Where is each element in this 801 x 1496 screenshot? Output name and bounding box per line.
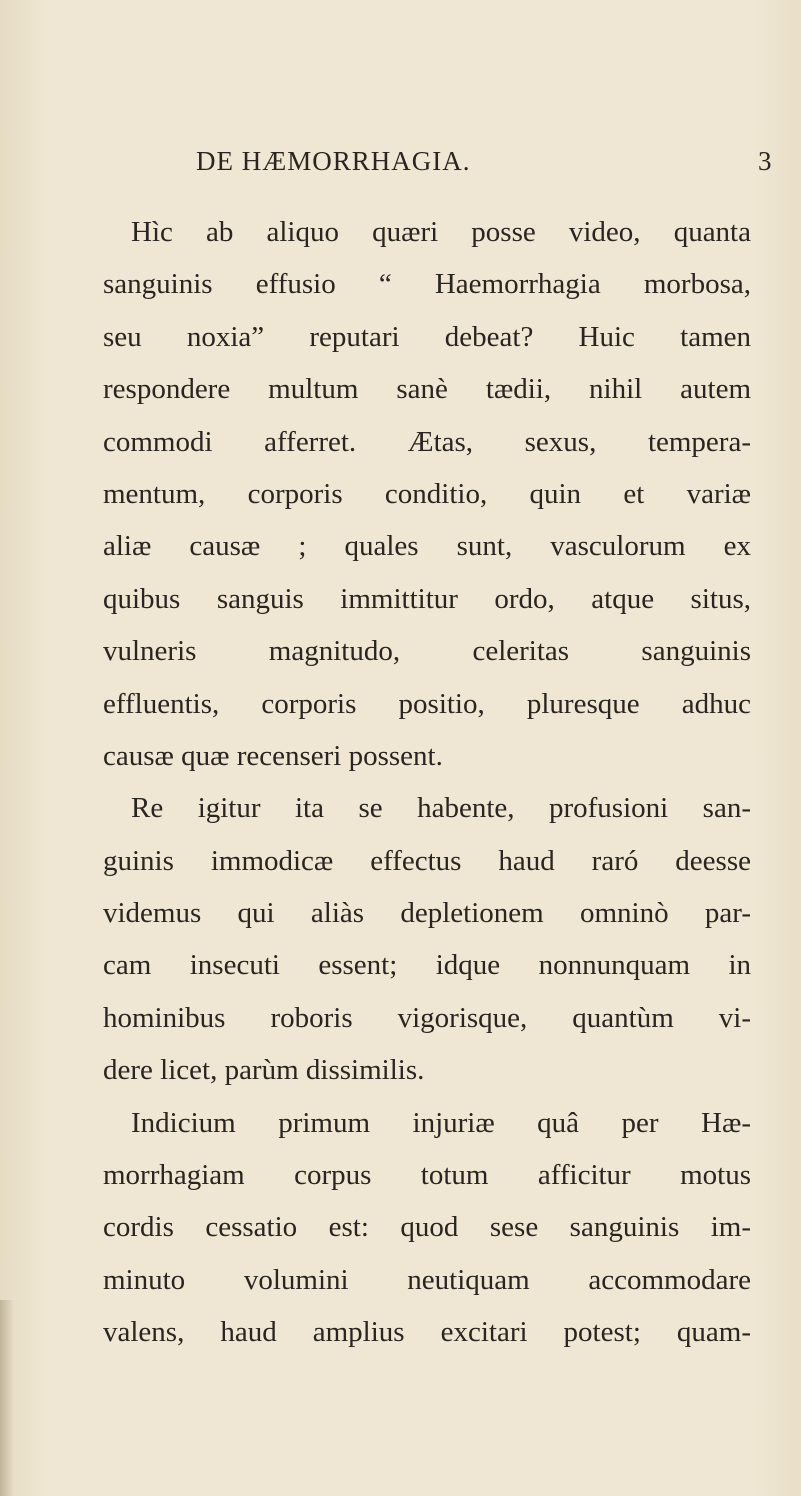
text-line: effluentis, corporis positio, pluresque adhuc — [103, 687, 751, 720]
text-line: valens, haud amplius excitari potest; quam- — [103, 1316, 751, 1349]
text-line: Indicium primum injuriæ quâ per Hæ- — [131, 1106, 751, 1139]
text-line: seu noxia” reputari debeat? Huic tamen — [103, 320, 751, 353]
running-title: DE HÆMORRHAGIA. — [196, 146, 471, 176]
text-line: minuto volumini neutiquam accommodare — [103, 1263, 751, 1296]
text-line: guinis immodicæ effectus haud raró deesse — [103, 844, 751, 877]
text-line: morrhagiam corpus totum afficitur motus — [103, 1159, 751, 1192]
text-line: respondere multum sanè tædii, nihil autem — [103, 373, 751, 406]
text-line: Re igitur ita se habente, profusioni san- — [131, 792, 751, 825]
text-line: aliæ causæ ; quales sunt, vasculorum ex — [103, 530, 751, 563]
text-line: vulneris magnitudo, celeritas sanguinis — [103, 635, 751, 668]
text-line: dere licet, parùm dissimilis. — [103, 1054, 425, 1087]
body-text — [103, 206, 751, 1359]
text-line: mentum, corporis conditio, quin et variæ — [103, 477, 751, 510]
page-number: 3 — [758, 146, 772, 176]
text-line: cordis cessatio est: quod sese sanguinis im- — [103, 1211, 751, 1244]
text-line: quibus sanguis immittitur ordo, atque situs, — [103, 582, 751, 615]
text-line: cam insecuti essent; idque nonnunquam in — [103, 949, 751, 982]
text-line: Hìc ab aliquo quæri posse video, quanta — [131, 216, 751, 248]
text-line: commodi afferret. Ætas, sexus, tempera- — [103, 425, 751, 458]
text-line: videmus qui aliàs depletionem omninò par- — [103, 897, 751, 930]
text-line: causæ quæ recenseri possent. — [103, 739, 443, 772]
text-line: hominibus roboris vigorisque, quantùm vi- — [103, 1001, 751, 1034]
page-edge-shadow — [0, 1300, 14, 1496]
text-line: sanguinis effusio “ Haemorrhagia morbosa, — [103, 268, 751, 301]
